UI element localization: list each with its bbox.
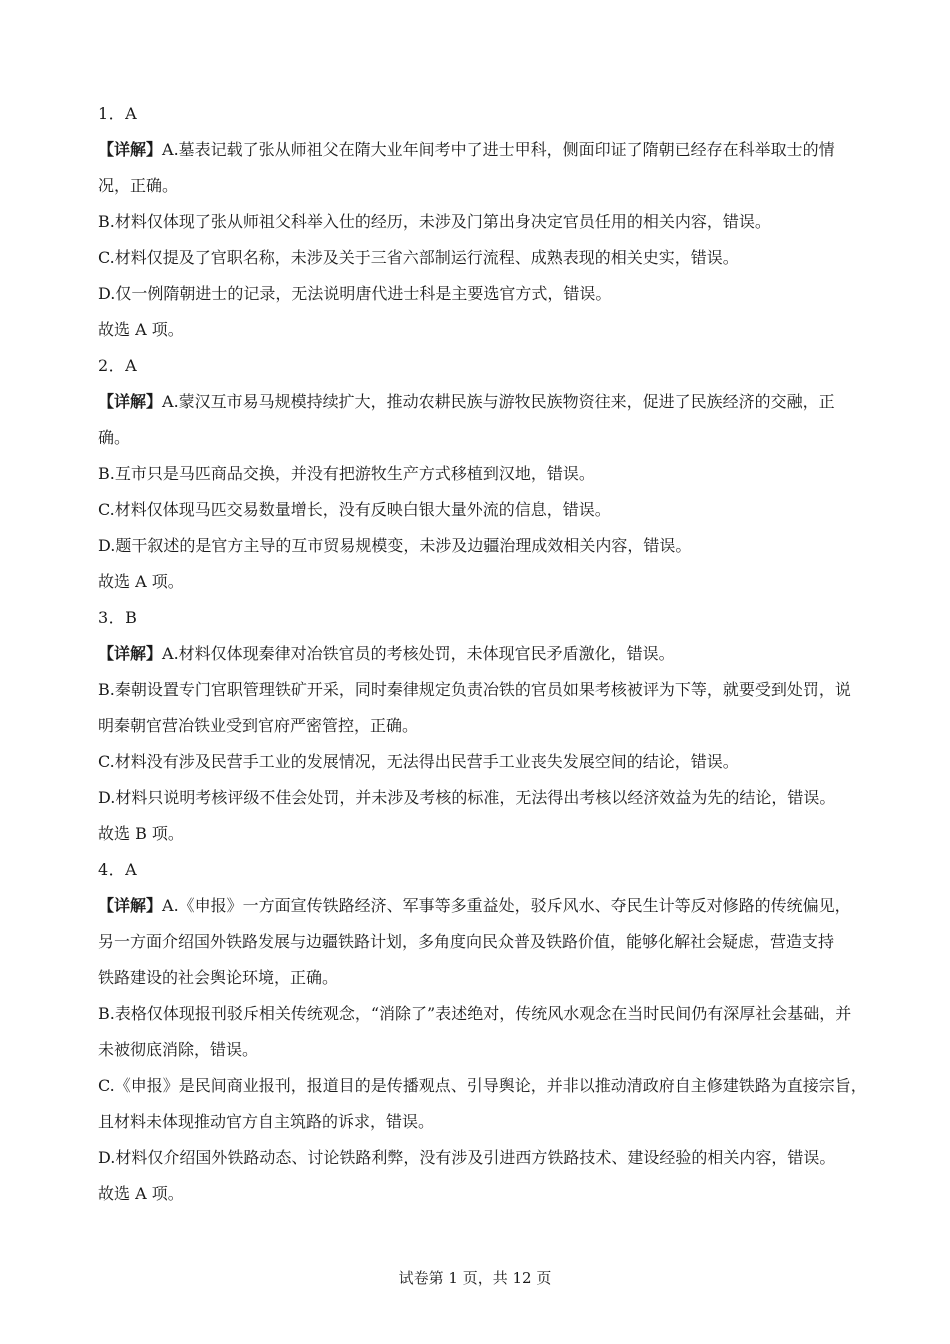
explanation-line [98, 420, 868, 456]
detail-tag: 【详解】 [98, 896, 163, 915]
explanation-line [98, 384, 868, 420]
explanation-text: D.材料只说明考核评级不佳会处罚，并未涉及考核的标准，无法得出考核以经济效益为先的结论，错误。 [98, 788, 836, 807]
question-answer-number: 3．B [98, 608, 138, 627]
explanation-line [98, 312, 868, 348]
explanation-line [98, 960, 868, 996]
detail-tag: 【详解】 [98, 140, 163, 159]
explanation-text: D.仅一例隋朝进士的记录，无法说明唐代进士科是主要选官方式，错误。 [98, 284, 612, 303]
explanation-text: D.题干叙述的是官方主导的互市贸易规模变，未涉及边疆治理成效相关内容，错误。 [98, 536, 692, 555]
explanation-line [98, 456, 868, 492]
question-block [98, 852, 868, 1212]
explanation-line [98, 1176, 868, 1212]
answer-content [98, 96, 868, 1212]
explanation-text: A.材料仅体现秦律对冶铁官员的考核处罚，未体现官民矛盾激化，错误。 [162, 644, 675, 663]
explanation-text: 故选 A 项。 [98, 320, 184, 339]
explanation-line [98, 528, 868, 564]
question-answer-number: 1．A [98, 104, 138, 123]
explanation-line [98, 672, 868, 708]
explanation-line [98, 564, 868, 600]
explanation-text: 另一方面介绍国外铁路发展与边疆铁路计划，多角度向民众普及铁路价值，能够化解社会疑虑，营造支持 [98, 932, 835, 951]
explanation-text: C.材料仅体现马匹交易数量增长，没有反映白银大量外流的信息，错误。 [98, 500, 611, 519]
explanation-line [98, 636, 868, 672]
explanation-line [98, 132, 868, 168]
explanation-text: C.《申报》是民间商业报刊，报道目的是传播观点、引导舆论，并非以推动清政府自主修建铁路为直接宗旨， [98, 1076, 867, 1095]
explanation-text: A.《申报》一方面宣传铁路经济、军事等多重益处，驳斥风水、夺民生计等反对修路的传统偏见， [162, 896, 851, 915]
explanation-line [98, 1140, 868, 1176]
page-footer: 试卷第 1 页，共 12 页 [398, 1269, 552, 1287]
explanation-text: B.互市只是马匹商品交换，并没有把游牧生产方式移植到汉地，错误。 [98, 464, 595, 483]
explanation-text: 明秦朝官营冶铁业受到官府严密管控，正确。 [98, 716, 419, 735]
detail-tag: 【详解】 [98, 392, 163, 411]
explanation-line [98, 276, 868, 312]
explanation-line [98, 888, 868, 924]
explanation-text: 故选 B 项。 [98, 824, 184, 843]
explanation-line [98, 240, 868, 276]
explanation-line [98, 168, 868, 204]
explanation-text: B.秦朝设置专门官职管理铁矿开采，同时秦律规定负责冶铁的官员如果考核被评为下等，就要受到处罚，说 [98, 680, 851, 699]
explanation-line [98, 708, 868, 744]
explanation-text: 且材料未体现推动官方自主筑路的诉求，错误。 [98, 1112, 435, 1131]
explanation-text: B.表格仅体现报刊驳斥相关传统观念，“消除了”表述绝对，传统风水观念在当时民间仍有深厚社会基础，并 [98, 1004, 852, 1023]
explanation-line [98, 744, 868, 780]
explanation-line [98, 1104, 868, 1140]
explanation-line [98, 1032, 868, 1068]
question-answer-number: 4．A [98, 860, 138, 879]
explanation-text: 况，正确。 [98, 176, 179, 195]
explanation-text: C.材料仅提及了官职名称，未涉及关于三省六部制运行流程、成熟表现的相关史实，错误。 [98, 248, 739, 267]
explanation-text: C.材料没有涉及民营手工业的发展情况，无法得出民营手工业丧失发展空间的结论，错误。 [98, 752, 739, 771]
question-block [98, 600, 868, 852]
explanation-text: A.蒙汉互市易马规模持续扩大，推动农耕民族与游牧民族物资往来，促进了民族经济的交融，正 [162, 392, 835, 411]
explanation-line [98, 996, 868, 1032]
explanation-text: 确。 [98, 428, 131, 447]
detail-tag: 【详解】 [98, 644, 163, 663]
question-block [98, 96, 868, 348]
explanation-text: 铁路建设的社会舆论环境，正确。 [98, 968, 339, 987]
explanation-line [98, 492, 868, 528]
explanation-text: 故选 A 项。 [98, 572, 184, 591]
explanation-text: B.材料仅体现了张从师祖父科举入仕的经历，未涉及门第出身决定官员任用的相关内容，错误。 [98, 212, 771, 231]
question-block [98, 348, 868, 600]
question-answer-number: 2．A [98, 356, 138, 375]
explanation-line [98, 924, 868, 960]
explanation-line [98, 816, 868, 852]
explanation-text: 未被彻底消除，错误。 [98, 1040, 259, 1059]
explanation-line [98, 1068, 868, 1104]
explanation-text: D.材料仅介绍国外铁路动态、讨论铁路利弊，没有涉及引进西方铁路技术、建设经验的相关内容，错误。 [98, 1148, 836, 1167]
explanation-line [98, 204, 868, 240]
explanation-text: 故选 A 项。 [98, 1184, 184, 1203]
explanation-text: A.墓表记载了张从师祖父在隋大业年间考中了进士甲科，侧面印证了隋朝已经存在科举取士的情 [162, 140, 835, 159]
explanation-line [98, 780, 868, 816]
